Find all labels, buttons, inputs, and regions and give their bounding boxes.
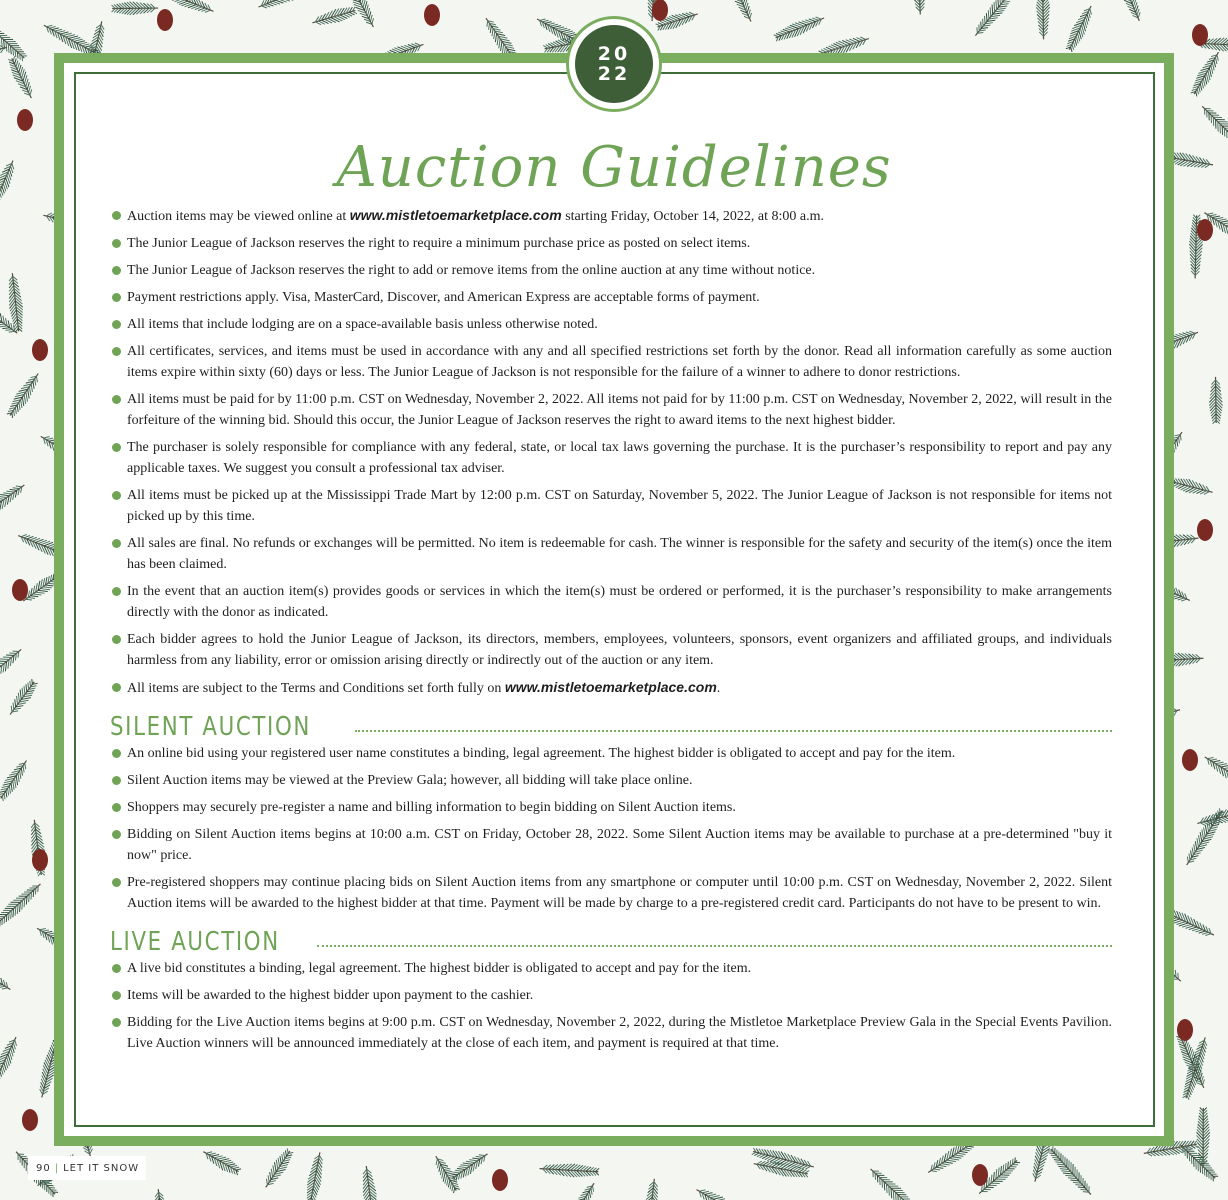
item-text: All items that include lodging are on a space-available basis unless otherwise noted.: [127, 317, 598, 332]
list-item: [110, 677, 1112, 699]
list-item: [110, 985, 1112, 1006]
bullet-icon: [112, 991, 121, 1000]
bullet-icon: [112, 293, 121, 302]
bullet-icon: [112, 683, 121, 692]
list-item: [110, 958, 1112, 979]
list-item: [110, 485, 1112, 527]
item-text: All items must be picked up at the Mississippi Trade Mart by 12:00 p.m. CST on Saturday, November 5, 2022. The Junior League of Jackson is not responsible for items not picked up by this time.: [127, 488, 1112, 524]
bullet-icon: [112, 491, 121, 500]
item-text: starting Friday, October 14, 2022, at 8:00 a.m.: [561, 209, 825, 224]
pinecone: [32, 339, 48, 361]
list-item: [110, 260, 1112, 281]
item-text: Items will be awarded to the highest bidder upon payment to the cashier.: [127, 988, 534, 1003]
live-auction-header: [110, 926, 1112, 958]
page-footer: [28, 1156, 146, 1180]
pinecone: [1177, 1019, 1193, 1041]
item-text: Pre-registered shoppers may continue placing bids on Silent Auction items from any smartphone or computer until 10:00 p.m. CST on Wednesday, November 2, 2022. Silent Auction items will be awarded to the highest bidder at that time. Payment will be made by charge to a pre-registered credit card. Participants do not have to be present to win.: [127, 875, 1112, 911]
list-item: [110, 1012, 1112, 1054]
bullet-icon: [112, 539, 121, 548]
list-item: [110, 743, 1112, 764]
pine-branch: [912, 0, 925, 14]
item-text: Auction items may be viewed online at: [127, 209, 350, 224]
year-badge-bottom: 22: [597, 63, 631, 85]
pine-branch: [0, 161, 14, 200]
silent-auction-list: [110, 743, 1112, 914]
item-text: The Junior League of Jackson reserves the right to add or remove items from the online auction at any time without notice.: [127, 263, 816, 278]
bullet-icon: [112, 803, 121, 812]
pine-branch: [10, 679, 37, 714]
bullet-icon: [112, 635, 121, 644]
page-number: 90: [36, 1162, 51, 1174]
bullet-icon: [112, 1018, 121, 1027]
bullet-icon: [112, 239, 121, 248]
pinecone: [157, 9, 173, 31]
pinecone: [1197, 519, 1213, 541]
bullet-icon: [112, 211, 121, 220]
pine-branch: [540, 1164, 600, 1177]
pine-branch: [0, 953, 10, 990]
bullet-icon: [112, 749, 121, 758]
list-item: [110, 872, 1112, 914]
pine-branch: [1066, 6, 1092, 52]
pine-branch: [312, 7, 357, 25]
bullet-icon: [112, 878, 121, 887]
item-text: In the event that an auction item(s) provides goods or services in which the item(s) must be ordered or performed, it is the purchaser’s responsibility to make arrangements directly with the donor as indicated.: [127, 584, 1112, 620]
pine-branch: [975, 0, 1018, 36]
item-text: All items are subject to the Terms and Conditions set forth fully on: [127, 681, 505, 696]
bullet-icon: [112, 587, 121, 596]
list-item: [110, 233, 1112, 254]
pine-branch: [0, 1037, 17, 1079]
list-item: [110, 629, 1112, 671]
pine-branch: [1197, 1107, 1210, 1167]
item-text: Silent Auction items may be viewed at the Preview Gala; however, all bidding will take place online.: [127, 773, 693, 788]
pine-branch: [1205, 757, 1228, 785]
item-text: Payment restrictions apply. Visa, MasterCard, Discover, and American Express are acceptable forms of payment.: [127, 290, 760, 305]
pinecone: [424, 4, 440, 26]
pine-branch: [7, 374, 38, 418]
list-item: [110, 797, 1112, 818]
pine-branch: [0, 485, 24, 519]
item-text: A live bid constitutes a binding, legal agreement. The highest bidder is obligated to accept and pay for the item.: [127, 961, 752, 976]
pinecone: [22, 1109, 38, 1131]
pine-branch: [1048, 1146, 1091, 1194]
item-text: The Junior League of Jackson reserves the right to require a minimum purchase price as posted on select items.: [127, 236, 751, 251]
bullet-icon: [112, 320, 121, 329]
year-badge-top: 20: [597, 43, 631, 65]
pinecone: [1192, 24, 1208, 46]
pinecone: [972, 1164, 988, 1186]
pine-branch: [8, 56, 31, 98]
item-text: An online bid using your registered user name constitutes a binding, legal agreement. The highest bidder is obligated to accept and pay for the item.: [127, 746, 956, 761]
pine-branch: [259, 0, 320, 8]
pinecone: [1182, 749, 1198, 771]
pinecone: [12, 579, 28, 601]
pine-branch: [724, 0, 752, 21]
dotted-rule: [317, 945, 1112, 947]
footer-separator: |: [54, 1162, 60, 1174]
section-name: LET IT SNOW: [63, 1162, 140, 1174]
list-item: [110, 824, 1112, 866]
pine-branch: [1209, 377, 1222, 424]
pine-branch: [0, 27, 27, 61]
website-link[interactable]: www.mistletoemarketplace.com: [504, 679, 717, 695]
pine-branch: [0, 884, 40, 930]
pine-branch: [1171, 478, 1213, 494]
pine-branch: [1191, 52, 1219, 96]
bullet-icon: [112, 266, 121, 275]
item-text: .: [716, 681, 721, 696]
item-text: All sales are final. No refunds or exchanges will be permitted. No item is redeemable for cash. The winner is responsible for the safety and security of the item(s) once the item has been claimed.: [127, 536, 1112, 572]
pine-branch: [871, 1169, 919, 1200]
item-text: The purchaser is solely responsible for compliance with any federal, state, or local tax laws governing the purchase. It is the purchaser’s responsibility to report and pay any applicable taxes. We suggest you consult a professional tax adviser.: [127, 440, 1112, 476]
year-badge: [575, 25, 653, 103]
pine-branch: [1202, 106, 1228, 144]
website-link[interactable]: www.mistletoemarketplace.com: [349, 207, 562, 223]
item-text: All items must be paid for by 11:00 p.m. CST on Wednesday, November 2, 2022. All items not paid for by 11:00 p.m. CST on Wednesday, November 2, 2022, will result in the forfeiture of the winning bid. Should this occur, the Junior League of Jackson reserves the right to award items to the next highest bidder.: [127, 392, 1112, 428]
pinecone: [652, 0, 668, 21]
list-item: [110, 205, 1112, 227]
pine-branch: [1197, 805, 1228, 826]
list-item: [110, 581, 1112, 623]
list-item: [110, 314, 1112, 335]
pinecone: [17, 109, 33, 131]
pinecone: [32, 849, 48, 871]
pine-branch: [266, 1148, 293, 1187]
pine-branch: [112, 2, 159, 15]
pinecone: [492, 1169, 508, 1191]
pine-branch: [363, 1166, 376, 1200]
pine-branch: [0, 761, 26, 801]
bullet-icon: [112, 830, 121, 839]
pine-branch: [1113, 0, 1140, 21]
pine-branch: [697, 1190, 736, 1200]
bullet-icon: [112, 964, 121, 973]
list-item: [110, 341, 1112, 383]
page-title: Auction Guidelines: [336, 135, 892, 200]
item-text: All certificates, services, and items must be used in accordance with any and all specified restrictions set forth by the donor. Read all information carefully as some auction items expire within sixty (60) days or less. The Junior League of Jackson is not responsible for the failure of a winner to adhere to donor restrictions.: [127, 344, 1112, 380]
live-auction-list: [110, 958, 1112, 1054]
guidelines-content: [110, 205, 1112, 1060]
pine-branch: [1036, 0, 1050, 39]
item-text: Bidding on Silent Auction items begins at 10:00 a.m. CST on Friday, October 28, 2022. Some Silent Auction items may be available to purchase at a pre-determined "buy it now" price.: [127, 827, 1112, 863]
pine-branch: [203, 1152, 241, 1175]
list-item: [110, 533, 1112, 575]
list-item: [110, 770, 1112, 791]
list-item: [110, 287, 1112, 308]
pinecone: [1197, 219, 1213, 241]
item-text: Each bidder agrees to hold the Junior League of Jackson, its directors, members, employees, volunteers, sponsors, event organizers and affiliated groups, and individuals harmless from any liability, error or omission arising directly or indirectly out of the auction or any item.: [127, 632, 1112, 668]
pine-branch: [0, 649, 21, 678]
bullet-icon: [112, 443, 121, 452]
silent-auction-heading: SILENT AUCTION: [110, 711, 312, 742]
pine-branch: [155, 1189, 169, 1200]
guidelines-list: [110, 205, 1112, 699]
item-text: Bidding for the Live Auction items begins at 9:00 p.m. CST on Wednesday, November 2, 2022, during the Mistletoe Marketplace Preview Gala in the Special Events Pavilion. Live Auction winners will be announced immediately at the close of each item, and payment is required at that time.: [127, 1015, 1112, 1051]
pine-branch: [774, 17, 824, 41]
dotted-rule: [355, 730, 1112, 732]
bullet-icon: [112, 776, 121, 785]
pine-branch: [0, 45, 7, 64]
bullet-icon: [112, 347, 121, 356]
list-item: [110, 437, 1112, 479]
silent-auction-header: [110, 711, 1112, 743]
pine-branch: [644, 1179, 657, 1200]
live-auction-heading: LIVE AUCTION: [110, 926, 280, 957]
pine-branch: [558, 1183, 594, 1200]
pine-branch: [163, 0, 213, 12]
item-text: Shoppers may securely pre-register a name and billing information to begin bidding on Silent Auction items.: [127, 800, 736, 815]
pine-branch: [307, 1152, 323, 1200]
list-item: [110, 389, 1112, 431]
bullet-icon: [112, 395, 121, 404]
